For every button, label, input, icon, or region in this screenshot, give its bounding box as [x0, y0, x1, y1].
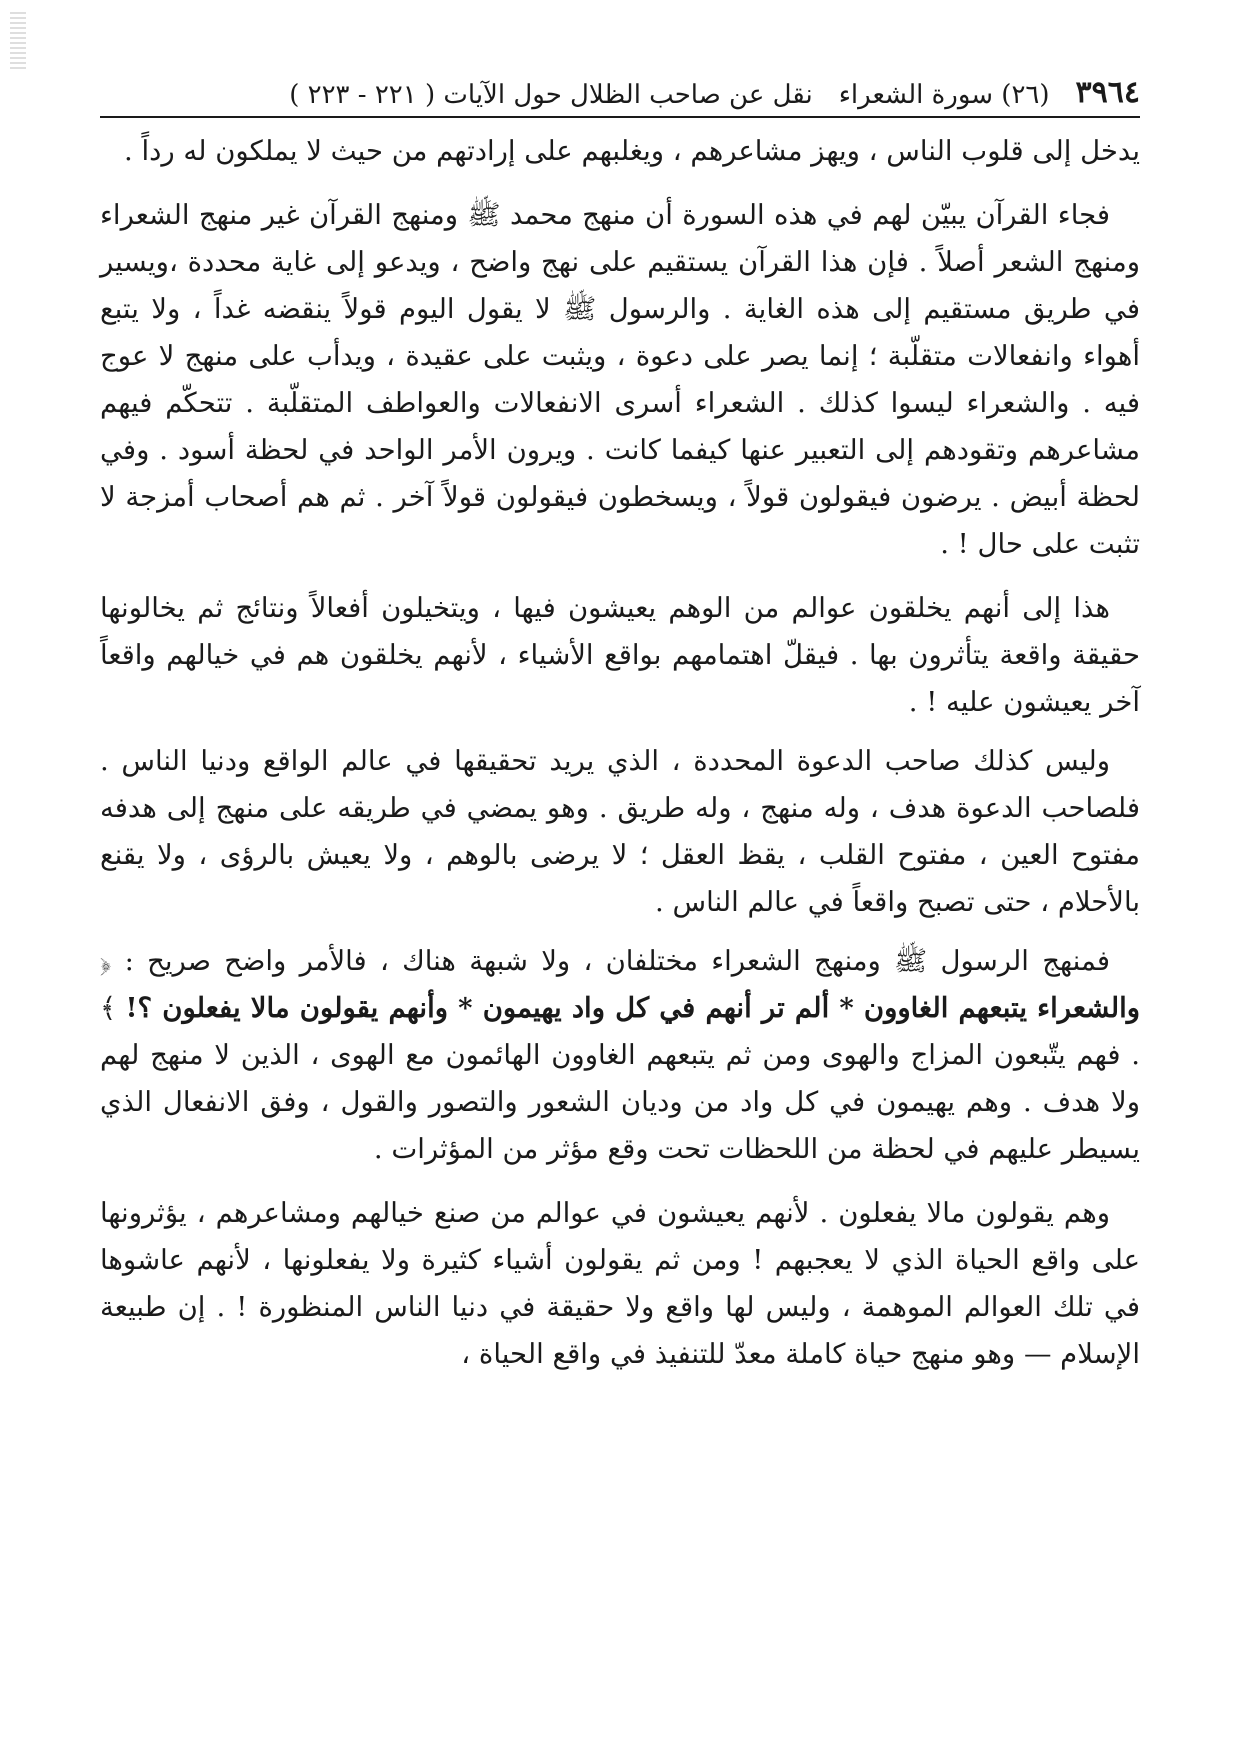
paragraph-text: وليس كذلك صاحب الدعوة المحددة ، الذي يريد تحقيقها في عالم الواقع ودنيا الناس . فلصاحب الدعوة هدف ، وله منهج ، وله طريق . وهو يمضي في طريقه على منهج إلى هدفه مفتوح العين ، مفتوح القلب ، يقظ العقل ؛ لا يرضى بالوهم ، ولا يعيش بالرؤى ، ولا يقنع بالأحلام ، حتى تصبح واقعاً في عالم الناس . — [100, 745, 1140, 918]
paragraph-text: فجاء القرآن يبيّن لهم في هذه السورة أن منهج محمد ﷺ ومنهج القرآن غير منهج الشعراء ومنهج الشعر أصلاً . فإن هذا القرآن يستقيم على نهج واضح ، ويدعو إلى غاية محددة ،ويسير في طريق مستقيم إلى هذه الغاية . والرسول ﷺ لا يقول اليوم قولاً ينقضه غداً ، ولا يتبع أهواء وانفعالات متقلّبة ؛ إنما يصر على دعوة ، ويثبت على عقيدة ، ويدأب على منهج لا عوج فيه . والشعراء ليسوا كذلك . الشعراء أسرى الانفعالات والعواطف المتقلّبة . تتحكّم فيهم مشاعرهم وتقودهم إلى التعبير عنها كيفما كانت . ويرون الأمر الواحد في لحظة أسود . وفي لحظة أبيض . يرضون فيقولون قولاً ، ويسخطون فيقولون قولاً آخر . ثم هم أصحاب أمزجة لا تثبت على حال ! . — [100, 199, 1140, 560]
paragraph-1 — [100, 128, 1140, 175]
surah-title: (٢٦) سورة الشعراء — [838, 80, 1050, 110]
quran-verse: والشعراء يتبعهم الغاوون * ألم تر أنهم في كل واد يهيمون * وأنهم يقولون مالا يفعلون ؟! — [125, 992, 1141, 1024]
paragraph-text: ﴾ . فهم يتّبعون المزاج والهوى ومن ثم يتبعهم الغاوون الهائمون مع الهوى ، الذين لا منهج لهم ولا هدف . وهم يهيمون في كل واد من وديان الشعور والتصور والقول ، وفق الانفعال الذي يسيطر عليهم في لحظة من اللحظات تحت وقع مؤثر من المؤثرات . — [100, 992, 1140, 1165]
paragraph-text: فمنهج الرسول ﷺ ومنهج الشعراء مختلفان ، ولا شبهة هناك ، فالأمر واضح صريح : ﴿ — [100, 945, 1110, 977]
page-number: ٣٩٦٤ — [1075, 75, 1140, 110]
paragraph-text: يدخل إلى قلوب الناس ، ويهز مشاعرهم ، ويغلبهم على إرادتهم من حيث لا يملكون له رداً . — [123, 135, 1140, 167]
paragraph-5 — [100, 938, 1140, 1173]
section-title: نقل عن صاحب الظلال حول الآيات ( ٢٢١ - ٢٢٣ ) — [289, 80, 813, 110]
page-body — [100, 128, 1140, 1378]
running-header — [100, 60, 1140, 118]
scan-mark — [10, 12, 26, 72]
paragraph-6 — [100, 1190, 1140, 1378]
paragraph-2 — [100, 192, 1140, 568]
paragraph-text: وهم يقولون مالا يفعلون . لأنهم يعيشون في عوالم من صنع خيالهم ومشاعرهم ، يؤثرونها على واقع الحياة الذي لا يعجبهم ! ومن ثم يقولون أشياء كثيرة ولا يفعلونها ، لأنهم عاشوها في تلك العوالم الموهمة ، وليس لها واقع ولا حقيقة في دنيا الناس المنظورة ! . إن طبيعة الإسلام — وهو منهج حياة كاملة معدّ للتنفيذ في واقع الحياة ، — [100, 1197, 1140, 1370]
paragraph-text: هذا إلى أنهم يخلقون عوالم من الوهم يعيشون فيها ، ويتخيلون أفعالاً ونتائج ثم يخالونها حقيقة واقعة يتأثرون بها . فيقلّ اهتمامهم بواقع الأشياء ، لأنهم يخلقون هم في خيالهم واقعاً آخر يعيشون عليه ! . — [100, 592, 1140, 718]
book-page — [100, 60, 1140, 1720]
paragraph-4 — [100, 738, 1140, 926]
paragraph-3 — [100, 585, 1140, 726]
